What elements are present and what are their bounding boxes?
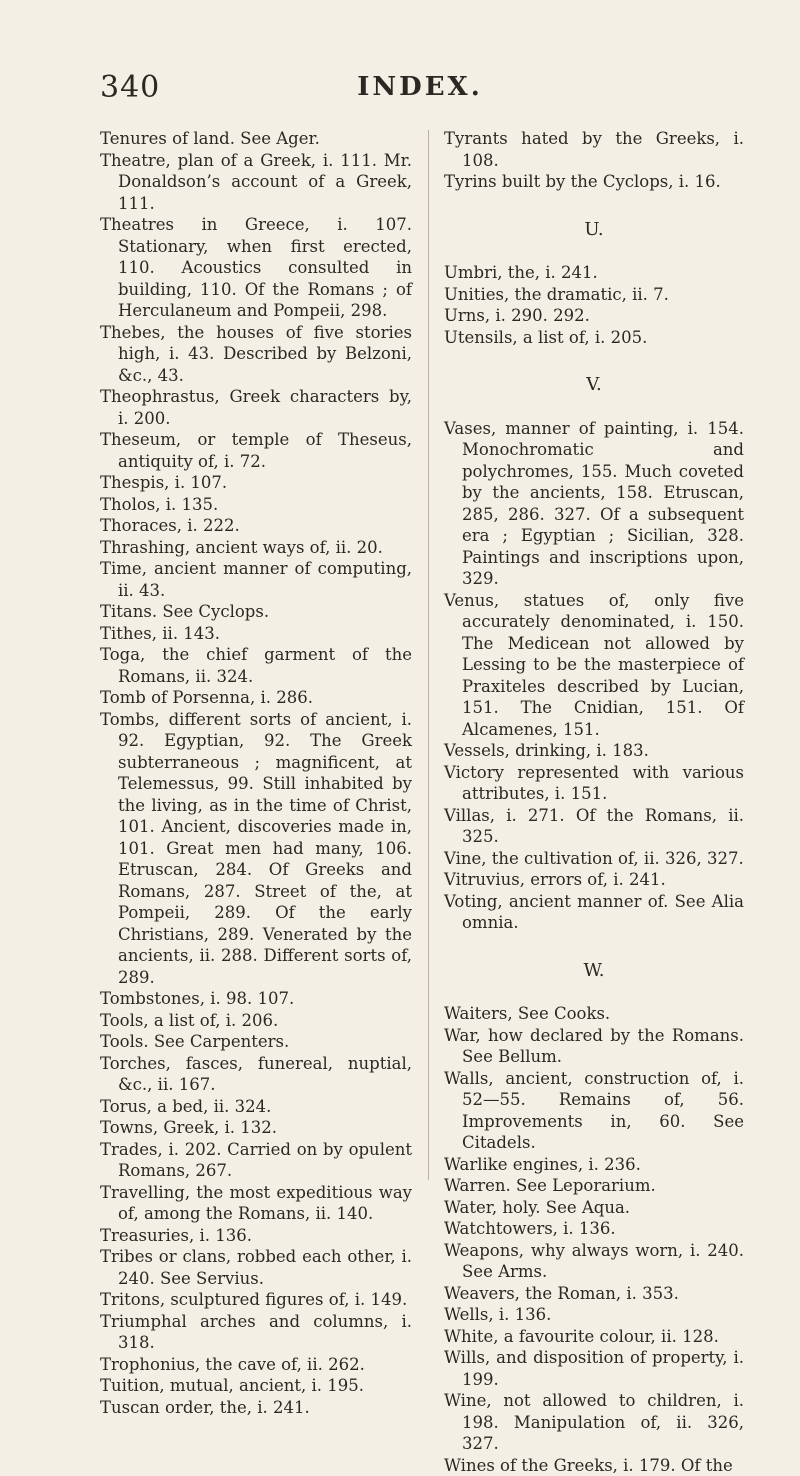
left-column xyxy=(100,128,412,1418)
index-entry: Tholos, i. 135. xyxy=(100,494,412,516)
right-column xyxy=(444,128,744,1476)
index-entry: Tuition, mutual, ancient, i. 195. xyxy=(100,1375,412,1397)
index-entry: Vitruvius, errors of, i. 241. xyxy=(444,869,744,891)
index-entry: Weapons, why always worn, i. 240. See Arms. xyxy=(444,1240,744,1283)
index-entry: Titans. See Cyclops. xyxy=(100,601,412,623)
section-letter-w: W. xyxy=(444,960,744,982)
index-entry: Thrashing, ancient ways of, ii. 20. xyxy=(100,537,412,559)
index-entry: Walls, ancient, construction of, i. 52—55. Remains of, 56. Improvements in, 60. See Citadels. xyxy=(444,1068,744,1154)
index-entry: Thebes, the houses of five stories high, i. 43. Described by Belzoni, &c., 43. xyxy=(100,322,412,387)
index-entry: War, how declared by the Romans. See Bellum. xyxy=(444,1025,744,1068)
index-entry: Wine, not allowed to children, i. 198. Manipulation of, ii. 326, 327. xyxy=(444,1390,744,1455)
index-entry: Trophonius, the cave of, ii. 262. xyxy=(100,1354,412,1376)
index-entry: Trades, i. 202. Carried on by opulent Romans, 267. xyxy=(100,1139,412,1182)
index-entry: Theophrastus, Greek characters by, i. 200. xyxy=(100,386,412,429)
index-entry: Umbri, the, i. 241. xyxy=(444,262,744,284)
index-entry: Theatre, plan of a Greek, i. 111. Mr. Donaldson’s account of a Greek, 111. xyxy=(100,150,412,215)
index-entry: Triumphal arches and columns, i. 318. xyxy=(100,1311,412,1354)
running-title: INDEX. xyxy=(100,72,740,102)
index-entry: Tithes, ii. 143. xyxy=(100,623,412,645)
index-entry: Tombstones, i. 98. 107. xyxy=(100,988,412,1010)
index-entry: Tenures of land. See Ager. xyxy=(100,128,412,150)
index-entry: Unities, the dramatic, ii. 7. xyxy=(444,284,744,306)
index-entry: Utensils, a list of, i. 205. xyxy=(444,327,744,349)
index-entry: Wills, and disposition of property, i. 199. xyxy=(444,1347,744,1390)
index-entry: Vases, manner of painting, i. 154. Monochromatic and polychromes, 155. Much coveted by the ancients, 158. Etruscan, 285, 286. 327. Of a subsequent era ; Egyptian ; Sicilian, 328. Paintings and inscriptions upon, 329. xyxy=(444,418,744,590)
section-letter-v: V. xyxy=(444,374,744,396)
index-entry: Wells, i. 136. xyxy=(444,1304,744,1326)
index-entry: Tools. See Carpenters. xyxy=(100,1031,412,1053)
page-number: 340 xyxy=(100,70,160,105)
index-entry: Treasuries, i. 136. xyxy=(100,1225,412,1247)
index-entry: Tyrins built by the Cyclops, i. 16. xyxy=(444,171,744,193)
index-entry: Torches, fasces, funereal, nuptial, &c., ii. 167. xyxy=(100,1053,412,1096)
index-entry: Tribes or clans, robbed each other, i. 240. See Servius. xyxy=(100,1246,412,1289)
index-entry: Towns, Greek, i. 132. xyxy=(100,1117,412,1139)
index-entry: Warren. See Leporarium. xyxy=(444,1175,744,1197)
index-entry: Villas, i. 271. Of the Romans, ii. 325. xyxy=(444,805,744,848)
index-entry: Urns, i. 290. 292. xyxy=(444,305,744,327)
index-entry: Voting, ancient manner of. See Alia omnia. xyxy=(444,891,744,934)
index-entry: Vine, the cultivation of, ii. 326, 327. xyxy=(444,848,744,870)
index-entry: Warlike engines, i. 236. xyxy=(444,1154,744,1176)
index-entry: Tyrants hated by the Greeks, i. 108. xyxy=(444,128,744,171)
index-entry: Water, holy. See Aqua. xyxy=(444,1197,744,1219)
index-entry: Wines of the Greeks, i. 179. Of the xyxy=(444,1455,744,1476)
index-entry: Tools, a list of, i. 206. xyxy=(100,1010,412,1032)
index-entry: Victory represented with various attributes, i. 151. xyxy=(444,762,744,805)
index-entry: Thespis, i. 107. xyxy=(100,472,412,494)
index-entry: White, a favourite colour, ii. 128. xyxy=(444,1326,744,1348)
index-entry: Weavers, the Roman, i. 353. xyxy=(444,1283,744,1305)
index-entry: Tritons, sculptured figures of, i. 149. xyxy=(100,1289,412,1311)
index-entry: Venus, statues of, only five accurately denominated, i. 150. The Medicean not allowed by Lessing to be the masterpiece of Praxiteles described by Lucian, 151. The Cnidian, 151. Of Alcamenes, 151. xyxy=(444,590,744,741)
index-entry: Tombs, different sorts of ancient, i. 92. Egyptian, 92. The Greek subterraneous ; magnificent, at Telemessus, 99. Still inhabited by the living, as in the time of Christ, 101. Ancient, discoveries made in, 101. Great men had many, 106. Etruscan, 284. Of Greeks and Romans, 287. Street of the, at Pompeii, 289. Of the early Christians, 289. Venerated by the ancients, ii. 288. Different sorts of, 289. xyxy=(100,709,412,989)
index-entry: Thoraces, i. 222. xyxy=(100,515,412,537)
index-entry: Torus, a bed, ii. 324. xyxy=(100,1096,412,1118)
index-entry: Tuscan order, the, i. 241. xyxy=(100,1397,412,1419)
index-entry: Theatres in Greece, i. 107. Stationary, when first erected, 110. Acoustics consulted in building, 110. Of the Romans ; of Herculaneum and Pompeii, 298. xyxy=(100,214,412,322)
column-divider xyxy=(428,130,429,1180)
index-entry: Travelling, the most expeditious way of, among the Romans, ii. 140. xyxy=(100,1182,412,1225)
page-header xyxy=(100,70,740,116)
index-entry: Waiters, See Cooks. xyxy=(444,1003,744,1025)
section-letter-u: U. xyxy=(444,219,744,241)
index-entry: Time, ancient manner of computing, ii. 43. xyxy=(100,558,412,601)
index-entry: Theseum, or temple of Theseus, antiquity of, i. 72. xyxy=(100,429,412,472)
index-entry: Watchtowers, i. 136. xyxy=(444,1218,744,1240)
index-entry: Toga, the chief garment of the Romans, ii. 324. xyxy=(100,644,412,687)
index-entry: Vessels, drinking, i. 183. xyxy=(444,740,744,762)
index-entry: Tomb of Porsenna, i. 286. xyxy=(100,687,412,709)
